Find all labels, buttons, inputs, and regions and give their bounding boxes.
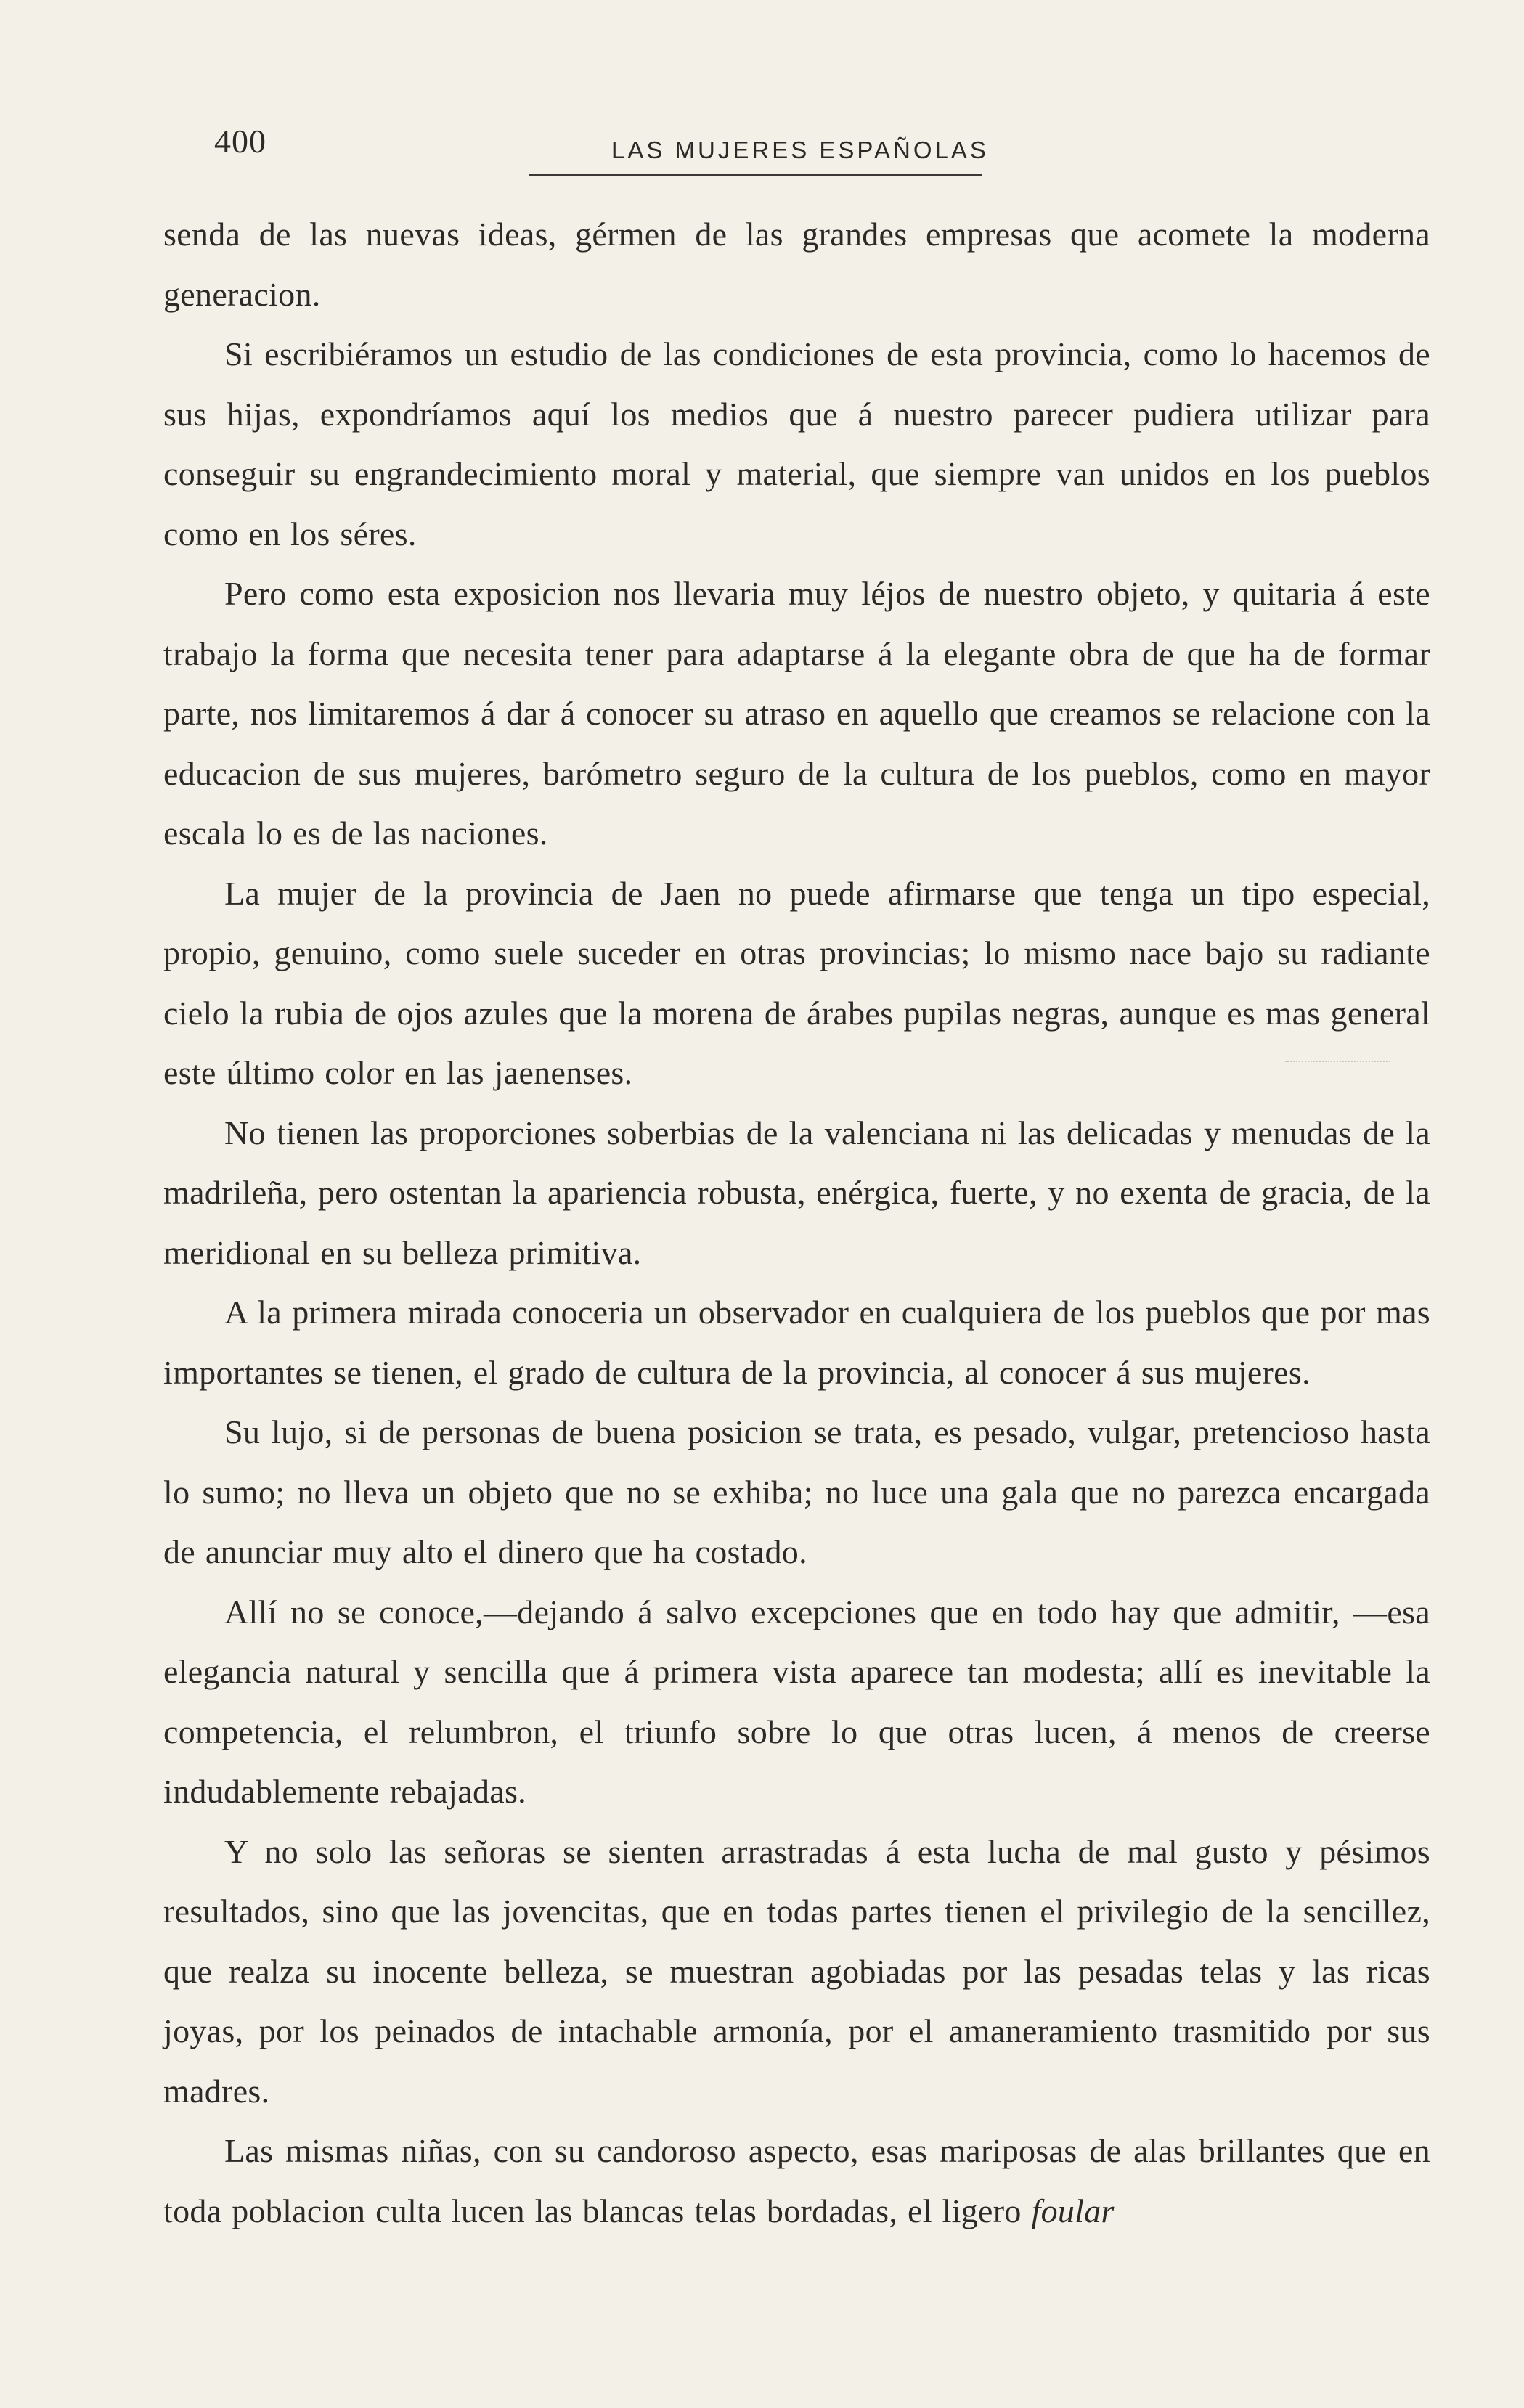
body-text [163, 205, 1430, 2241]
page-number: 400 [214, 123, 266, 160]
ink-smudge [1285, 1053, 1390, 1062]
paragraph-10-main: Las mismas niñas, con su candoroso aspecto, esas mariposas de alas brillantes que en toda poblacion culta lucen las blancas telas bordadas, el ligero [163, 2132, 1430, 2229]
paragraph-5: No tienen las proporciones soberbias de la valenciana ni las delicadas y menudas de la madrileña, pero ostentan la apariencia robusta, enérgica, fuerte, y no exenta de gracia, de la meridional en su belleza primitiva. [163, 1114, 1430, 1271]
foreign-word: foular [1031, 2192, 1115, 2229]
paragraph-6: A la primera mirada conoceria un observador en cualquiera de los pueblos que por mas importantes se tienen, el grado de cultura de la provincia, al conocer á sus mujeres. [163, 1294, 1430, 1391]
paragraph-10 [163, 2121, 1430, 2241]
paragraph-1: senda de las nuevas ideas, gérmen de las grandes empresas que acomete la moderna generacion. [163, 216, 1430, 313]
paragraph-4: La mujer de la provincia de Jaen no puede afirmarse que tenga un tipo especial, propio, genuino, como suele suceder en otras provincias; lo mismo nace bajo su radiante cielo la rubia de ojos azules que la morena de árabes pupilas negras, aunque es mas general este último color en las jaenenses. [163, 874, 1430, 1091]
paragraph-8: Allí no se conoce,—dejando á salvo excepciones que en todo hay que admitir, —esa elegancia natural y sencilla que á primera vista aparece tan modesta; allí es inevitable la competencia, el relumbron, el triunfo sobre lo que otras lucen, á menos de creerse indudablemente rebajadas. [163, 1593, 1430, 1810]
paragraph-9: Y no solo las señoras se sienten arrastradas á esta lucha de mal gusto y pésimos resultados, sino que las jovencitas, que en todas partes tienen el privilegio de la sencillez, que realza su inocente belleza, se muestran agobiadas por las pesadas telas y las ricas joyas, por los peinados de intachable armonía, por el amaneramiento trasmitido por sus madres. [163, 1832, 1430, 2110]
paragraph-7: Su lujo, si de personas de buena posicion se trata, es pesado, vulgar, pretencioso hasta lo sumo; no lleva un objeto que no se exhiba; no luce una gala que no parezca encargada de anunciar muy alto el dinero que ha costado. [163, 1413, 1430, 1570]
paragraph-3: Pero como esta exposicion nos llevaria muy léjos de nuestro objeto, y quitaria á este trabajo la forma que necesita tener para adaptarse á la elegante obra de que ha de formar parte, nos limitaremos á dar á conocer su atraso en aquello que creamos se relacione con la educacion de sus mujeres, barómetro seguro de la cultura de los pueblos, como en mayor escala lo es de las naciones. [163, 575, 1430, 852]
page-header [0, 116, 1524, 181]
header-rule [529, 174, 982, 176]
paragraph-2: Si escribiéramos un estudio de las condiciones de esta provincia, como lo hacemos de sus hijas, expondríamos aquí los medios que á nuestro parecer pudiera utilizar para conseguir su engrandecimiento moral y material, que siempre van unidos en los pueblos como en los séres. [163, 335, 1430, 552]
running-title: LAS MUJERES ESPAÑOLAS [611, 136, 989, 163]
